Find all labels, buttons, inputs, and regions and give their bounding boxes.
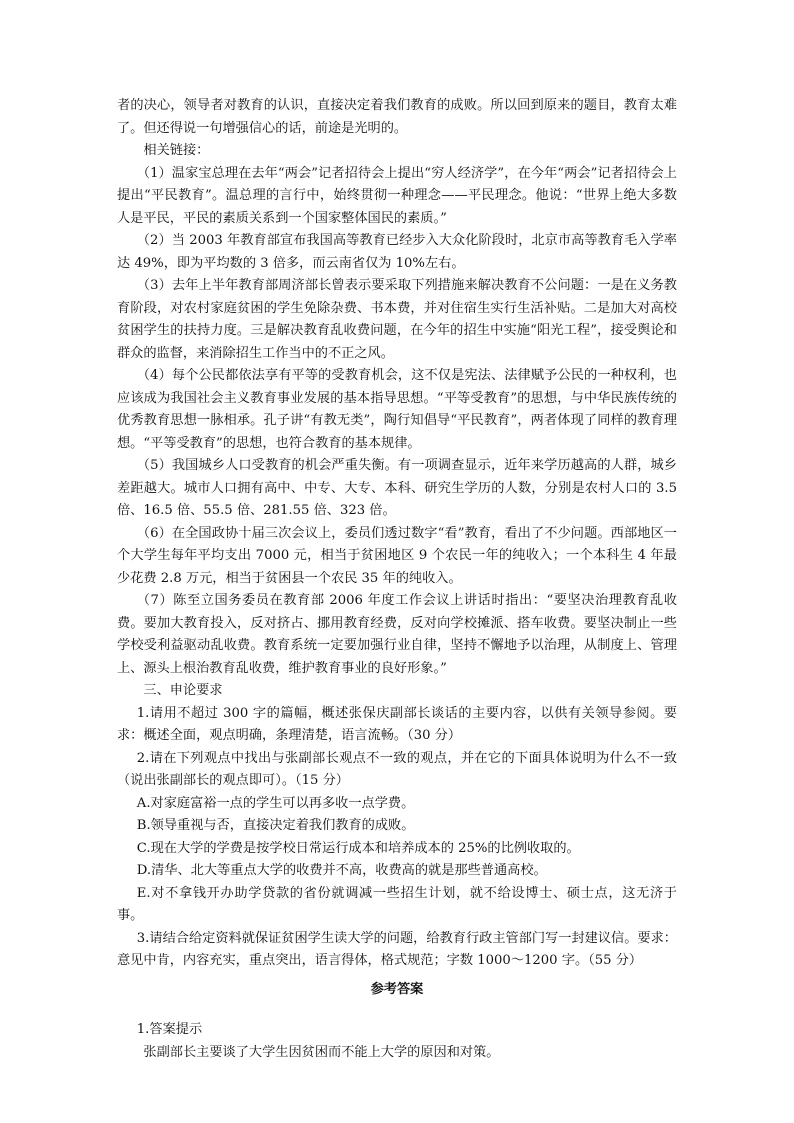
- question-1: 1.请用不超过 300 字的篇幅，概述张保庆副部长谈话的主要内容，以供有关领导参阅。要求：概述全面，观点明确，条理清楚，语言流畅。（30 分）: [117, 705, 677, 743]
- option-e: E.对不拿钱开办助学贷款的省份就调减一些招生计划，就不给设博士、硕士点，这无济于事。: [117, 885, 677, 923]
- answer-heading: 参考答案: [370, 981, 424, 997]
- link-item-3: （3）去年上半年教育部周济部长曾表示要采取下列措施来解决教育不公问题：一是在义务教育阶段，对农村家庭贫困的学生免除杂费、书本费，并对住宿生实行生活补贴。二是加大对高校贫困学生的扶持力度。三是解决教育乱收费问题，在今年的招生中实施“阳光工程”，接受舆论和群众的监督，来消除招生工作当中的不正之风。: [117, 278, 677, 361]
- link-item-4: （4）每个公民都依法享有平等的受教育机会，这不仅是宪法、法律赋予公民的一种权利，也应该成为我国社会主义教育事业发展的基本指导思想。“平等受教育”的思想，与中华民族传统的优秀教育思想一脉相承。孔子讲“有教无类”，陶行知倡导“平民教育”，两者体现了同样的教育理想。“平等受教育”的思想，也符合教育的基本规律。: [117, 368, 677, 451]
- answer-hint-label: 1.答案提示: [136, 1022, 203, 1037]
- answer-hint-text: 张副部长主要谈了大学生因贫困而不能上大学的原因和对策。: [143, 1044, 500, 1060]
- link-item-2: （2）当 2003 年教育部宣布我国高等教育已经步入大众化阶段时，北京市高等教育毛入学率达 49%，即为平均数的 3 倍多，而云南省仅为 10%左右。: [117, 233, 677, 271]
- link-item-7: （7）陈至立国务委员在教育部 2006 年度工作会议上讲话时指出：“要坚决治理教育乱收费。要加大教育投入，反对挤占、挪用教育经费，反对向学校摊派、搭车收费。要坚决制止一些学校受利益驱动乱收费。教育系统一定要加强行业自律，坚持不懈地予以治理，从制度上、管理上、源头上根治教育乱收费，维护教育事业的良好形象。”: [117, 593, 677, 676]
- question-2: 2.请在下列观点中找出与张副部长观点不一致的观点，并在它的下面具体说明为什么不一致（说出张副部长的观点即可）。（15 分）: [117, 750, 677, 788]
- option-c: C.现在大学的学费是按学校日常运行成本和培养成本的 25%的比例收取的。: [136, 840, 580, 856]
- link-item-5: （5）我国城乡人口受教育的机会严重失衡。有一项调查显示，近年来学历越高的人群，城乡差距越大。城市人口拥有高中、中专、大专、本科、研究生学历的人数，分别是农村人口的 3.5 倍、16.5 倍、55.5 倍、281.55 倍、323 倍。: [117, 458, 677, 518]
- question-3: 3.请结合给定资料就保证贫困学生读大学的问题，给教育行政主管部门写一封建议信。要求：意见中肯，内容充实，重点突出，语言得体，格式规范；字数 1000～1200 字。（55 分）: [117, 930, 677, 968]
- link-item-1: （1）温家宝总理在去年“两会”记者招待会上提出“穷人经济学”，在今年“两会”记者招待会上提出“平民教育”。温总理的言行中，始终贯彻一种理念——平民理念。他说：“世界上绝大多数人是平民，平民的素质关系到一个国家整体国民的素质。”: [117, 165, 677, 226]
- link-item-6: （6）在全国政协十届三次会议上，委员们透过数字“看”教育，看出了不少问题。西部地区一个大学生每年平均支出 7000 元，相当于贫困地区 9 个农民一年的纯收入；一个本科生 4 年最少花费 2.8 万元，相当于贫困县一个农民 35 年的纯收入。: [117, 525, 677, 586]
- option-a: A.对家庭富裕一点的学生可以再多收一点学费。: [136, 795, 415, 811]
- option-b: B.领导重视与否，直接决定着我们教育的成败。: [136, 818, 415, 833]
- section-heading-requirements: 三、申论要求: [143, 683, 223, 698]
- option-d: D.清华、北大等重点大学的收费并不高，收费高的就是那些普通高校。: [136, 863, 547, 878]
- document-page: [117, 95, 677, 1064]
- related-links-label: 相关链接：: [143, 143, 210, 158]
- paragraph-intro: 者的决心，领导者对教育的认识，直接决定着我们教育的成败。所以回到原来的题目，教育太难了。但还得说一句增强信心的话，前途是光明的。: [117, 98, 677, 136]
